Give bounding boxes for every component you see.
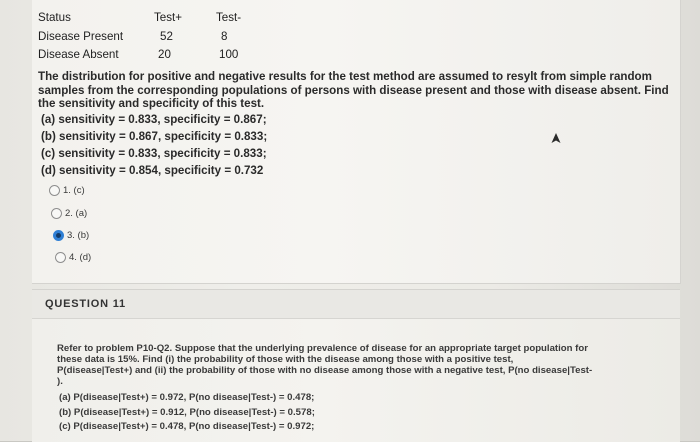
radio-button-selected[interactable] bbox=[53, 230, 64, 241]
question-11-option-b: (b) P(disease|Test+) = 0.912, P(no disease|Test-) = 0.578; bbox=[59, 407, 315, 418]
answer-choice-label: 4. (d) bbox=[69, 251, 92, 263]
table-cell: 100 bbox=[219, 48, 239, 61]
question-11-text-line: Refer to problem P10-Q2. Suppose that the underlying prevalence of disease for an appropriate target population for bbox=[57, 343, 588, 354]
answer-choice-label: 3. (b) bbox=[67, 229, 90, 241]
answer-choice-label: 1. (c) bbox=[63, 184, 85, 196]
table-cell: 20 bbox=[158, 48, 171, 61]
question-11-header bbox=[32, 290, 680, 319]
mouse-pointer-icon bbox=[551, 133, 561, 145]
answer-choice-4[interactable] bbox=[55, 250, 91, 264]
question-11-title: QUESTION 11 bbox=[45, 298, 126, 310]
table-header-test-negative: Test- bbox=[216, 11, 242, 24]
question-11-panel bbox=[32, 289, 680, 442]
question-11-text-line: these data is 15%. Find (i) the probability of those with the disease among those with a positive test, bbox=[57, 354, 514, 365]
question-10-option-a: (a) sensitivity = 0.833, specificity = 0.867; bbox=[41, 113, 267, 126]
table-header-status: Status bbox=[38, 11, 71, 24]
table-cell: 52 bbox=[160, 30, 173, 43]
table-header-test-positive: Test+ bbox=[154, 11, 183, 24]
answer-choice-2[interactable] bbox=[51, 206, 87, 220]
answer-choice-3[interactable] bbox=[53, 228, 89, 242]
answer-choice-label: 2. (a) bbox=[65, 207, 88, 219]
radio-button[interactable] bbox=[55, 252, 66, 263]
table-row-label: Disease Absent bbox=[38, 48, 119, 61]
question-11-text-line: ). bbox=[57, 376, 63, 387]
question-10-text: The distribution for positive and negative results for the test method are assumed to resylt from simple random samples from the corresponding populations of persons with disease present and those with disease absent. Find the sensitivity and specificity of this test. bbox=[38, 70, 669, 110]
question-11-option-c: (c) P(disease|Test+) = 0.478, P(no disease|Test-) = 0.972; bbox=[59, 421, 315, 432]
question-10-option-b: (b) sensitivity = 0.867, specificity = 0.833; bbox=[41, 130, 268, 143]
question-10-option-c: (c) sensitivity = 0.833, specificity = 0.833; bbox=[41, 147, 267, 160]
radio-button[interactable] bbox=[51, 208, 62, 219]
table-row-label: Disease Present bbox=[38, 30, 124, 43]
question-11-text-line: P(disease|Test+) and (ii) the probability of those with no disease among those with a negative test, P(no disease|Test- bbox=[57, 365, 593, 376]
question-10-option-d: (d) sensitivity = 0.854, specificity = 0.732 bbox=[41, 164, 264, 177]
question-11-option-a: (a) P(disease|Test+) = 0.972, P(no disease|Test-) = 0.478; bbox=[59, 392, 315, 403]
answer-choice-1[interactable] bbox=[49, 183, 85, 197]
radio-button[interactable] bbox=[49, 185, 60, 196]
table-cell: 8 bbox=[221, 30, 228, 43]
